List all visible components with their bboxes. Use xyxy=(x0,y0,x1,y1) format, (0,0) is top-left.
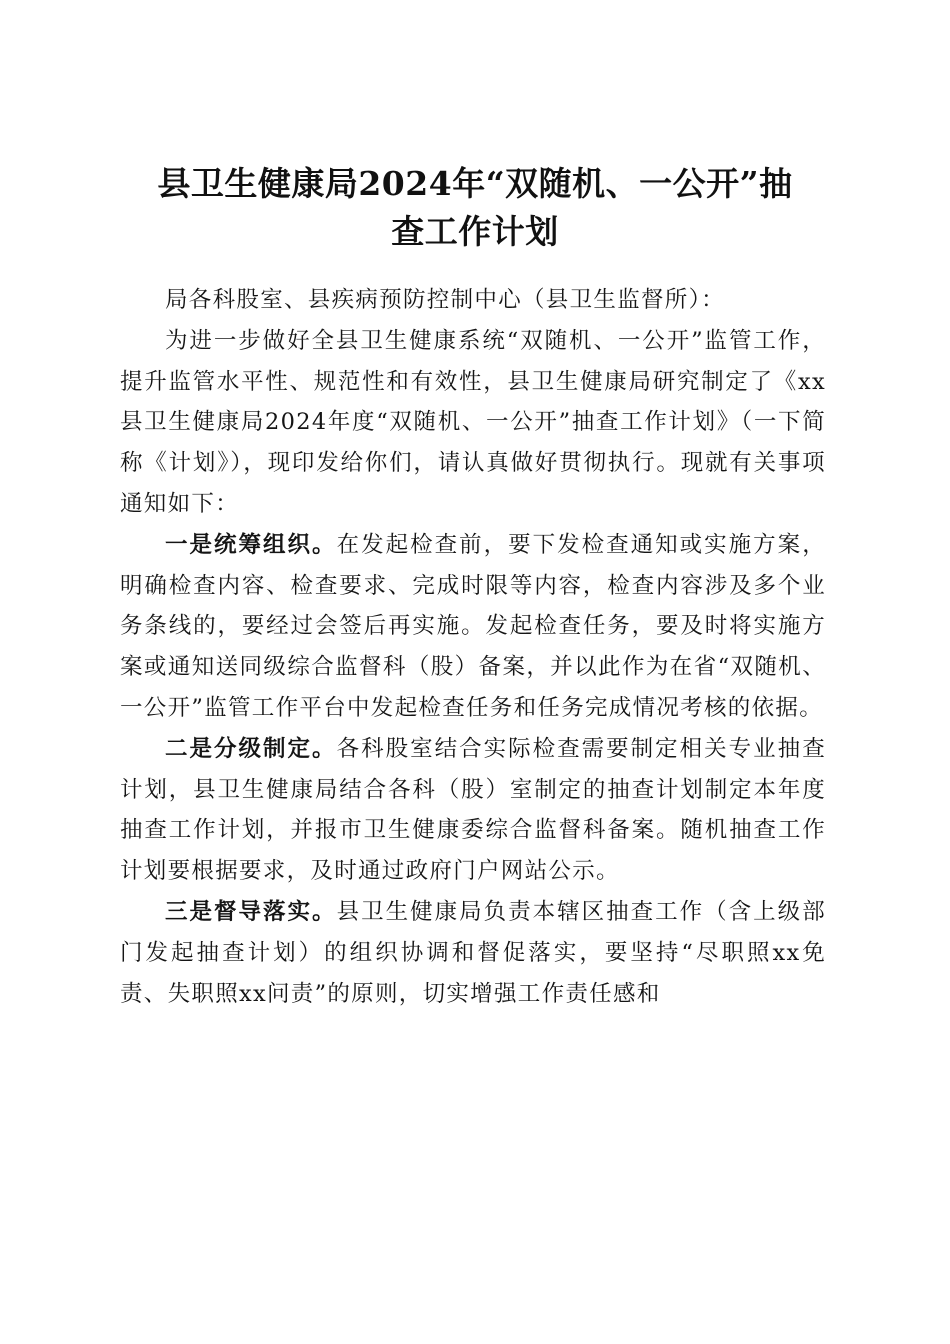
section-text-3: 县卫生健康局负责本辖区抽查工作（含上级部门发起抽查计划）的组织协调和督促落实，要坚持“尽职照xx免责、失职照xx问责”的原则，切实增强工作责任感和 xyxy=(120,898,826,1007)
section-lead-3: 三是督导落实。 xyxy=(165,898,337,925)
document-body xyxy=(120,280,826,1014)
document-title xyxy=(110,160,840,256)
section-lead-2: 二是分级制定。 xyxy=(165,735,337,762)
section-lead-1: 一是统筹组织。 xyxy=(165,531,337,558)
addressee-paragraph: 局各科股室、县疾病预防控制中心（县卫生监督所）： xyxy=(165,287,725,313)
section-text-2: 各科股室结合实际检查需要制定相关专业抽查计划，县卫生健康局结合各科（股）室制定的抽查计划制定本年度抽查工作计划，并报市卫生健康委综合监督科备案。随机抽查工作计划要根据要求，及时通过政府门户网站公示。 xyxy=(120,735,826,885)
title-line-2: 查工作计划 xyxy=(391,212,559,252)
intro-paragraph: 为进一步做好全县卫生健康系统“双随机、一公开”监管工作，提升监管水平性、规范性和有效性，县卫生健康局研究制定了《xx县卫生健康局2024年度“双随机、一公开”抽查工作计划》（一下简称《计划》），现印发给你们，请认真做好贯彻执行。现就有关事项通知如下： xyxy=(120,327,826,517)
section-paragraph-1 xyxy=(120,525,826,729)
section-text-1: 在发起检查前，要下发检查通知或实施方案，明确检查内容、检查要求、完成时限等内容，检查内容涉及多个业务条线的，要经过会签后再实施。发起检查任务，要及时将实施方案或通知送同级综合监督科（股）备案，并以此作为在省“双随机、一公开”监管工作平台中发起检查任务和任务完成情况考核的依据。 xyxy=(120,531,826,721)
title-line-1: 县卫生健康局2024年“双随机、一公开”抽 xyxy=(157,164,793,204)
section-paragraph-3 xyxy=(120,892,826,1014)
section-paragraph-2 xyxy=(120,729,826,892)
